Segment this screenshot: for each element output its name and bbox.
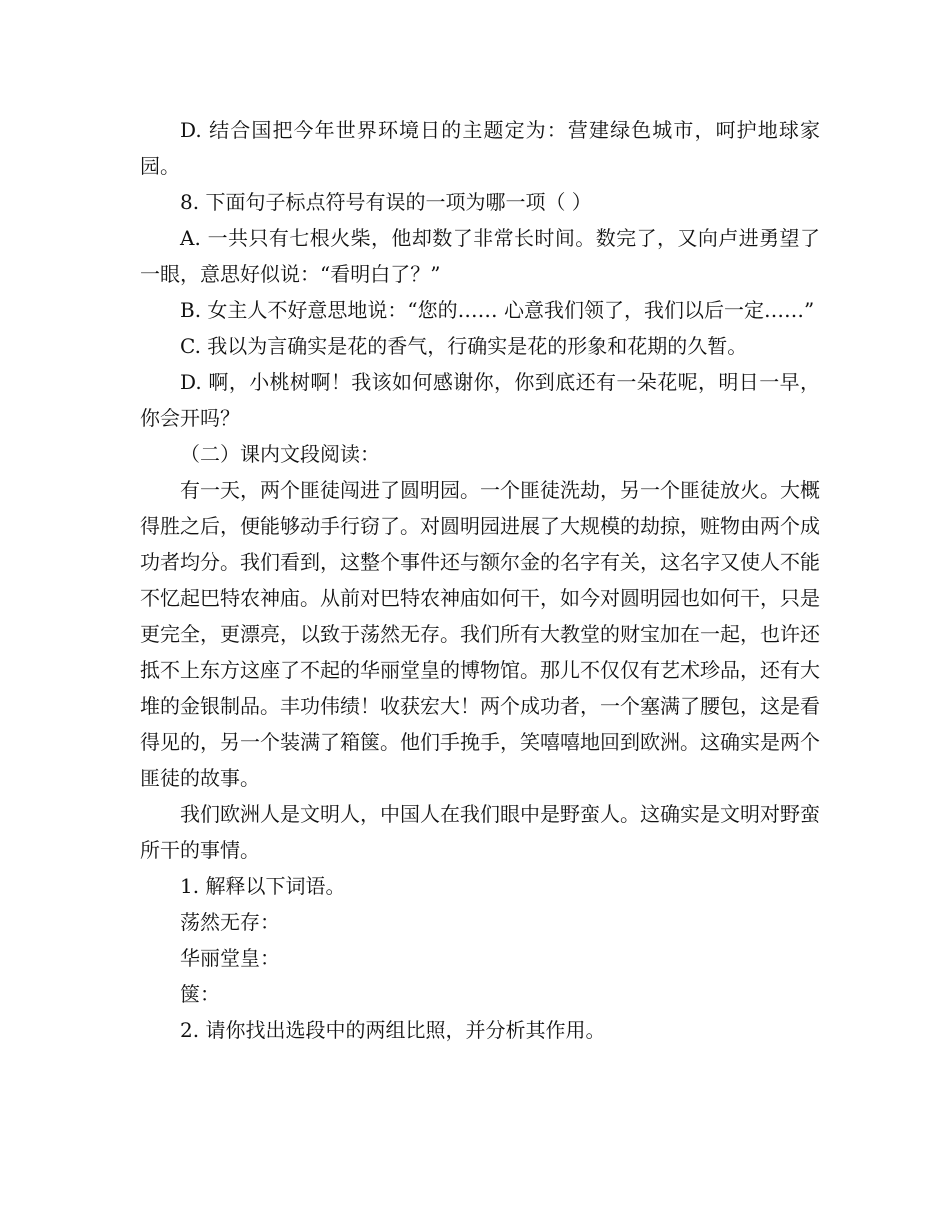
sub-question-1: 1. 解释以下词语。 <box>180 874 346 898</box>
reading-passage-paragraph-1: 有一天，两个匪徒闯进了圆明园。一个匪徒洗劫，另一个匪徒放火。大概得胜之后，便能够动手行窃了。对圆明园进展了大规模的劫掠，赃物由两个成功者均分。我们看到，这整个事件还与额尔金的名字有关，这名字又使人不能不忆起巴特农神庙。从前对巴特农神庙如何干，如今对圆明园也如何干，只是更完全，更漂亮，以致于荡然无存。我们所有大教堂的财宝加在一起，也许还抵不上东方这座了不起的华丽堂皇的博物馆。那儿不仅仅有艺术珍品，还有大堆的金银制品。丰功伟绩！收获宏大！两个成功者，一个塞满了腰包，这是看得见的，另一个装满了箱箧。他们手挽手，笑嘻嘻地回到欧洲。这确实是两个匪徒的故事。 <box>140 478 820 790</box>
option-d-peach-tree: D. 啊，小桃树啊！我该如何感谢你，你到底还有一朵花呢，明日一早，你会开吗？ <box>140 370 820 430</box>
option-b-hostess: B. 女主人不好意思地说：“您的…… 心意我们领了，我们以后一定……” <box>180 298 815 322</box>
term-dangran-wucun: 荡然无存： <box>180 910 280 934</box>
question-8: 8. 下面句子标点符号有误的一项为哪一项（ ） <box>180 190 592 214</box>
option-a-matches: A. 一共只有七根火柴，他却数了非常长时间。数完了，又向卢进勇望了一眼，意思好似说：“看明白了？” <box>140 226 820 286</box>
option-c-flower: C. 我以为言确实是花的香气，行确实是花的形象和花期的久暂。 <box>180 334 748 358</box>
term-huali-tanghuang: 华丽堂皇： <box>180 946 280 970</box>
section-heading-reading: （二）课内文段阅读： <box>180 442 380 466</box>
document-body <box>140 112 820 1048</box>
term-qie: 箧： <box>180 982 220 1006</box>
reading-passage-paragraph-2: 我们欧洲人是文明人，中国人在我们眼中是野蛮人。这确实是文明对野蛮所干的事情。 <box>140 802 820 862</box>
sub-question-2: 2. 请你找出选段中的两组比照，并分析其作用。 <box>180 1018 606 1042</box>
option-d-environment-day: D. 结合国把今年世界环境日的主题定为：营建绿色城市，呵护地球家园。 <box>140 118 820 178</box>
